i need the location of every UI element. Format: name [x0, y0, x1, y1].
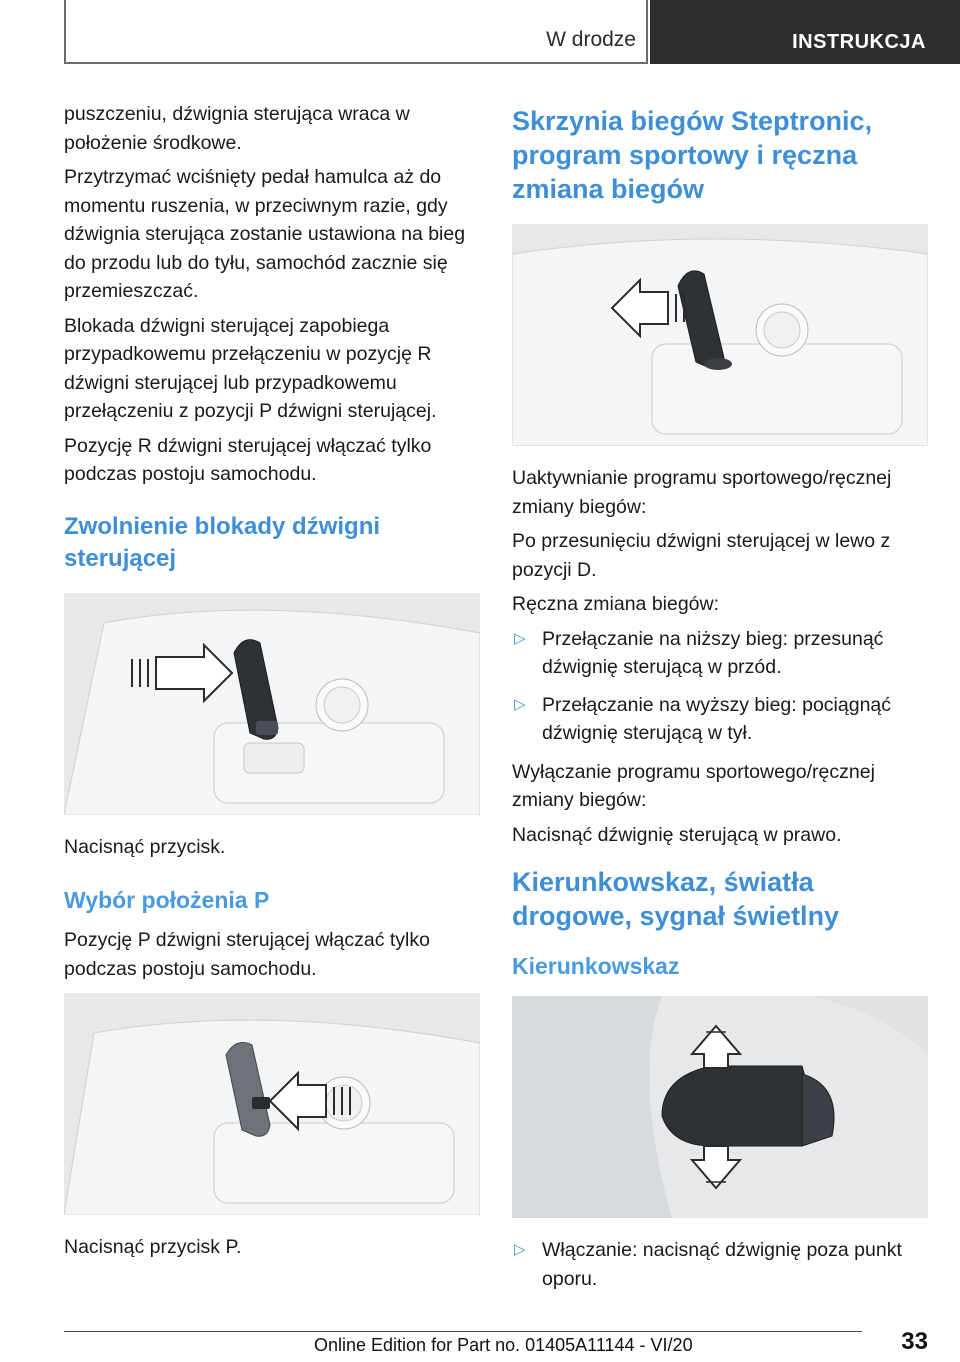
illustration-release-button — [64, 593, 480, 815]
header-frame — [64, 0, 648, 64]
chapter-tab-label: INSTRUKCJA — [792, 31, 926, 53]
figure-caption: Nacisnąć przycisk P. — [64, 1236, 242, 1258]
list-item — [512, 625, 928, 682]
page-number: 33 — [901, 1328, 928, 1355]
heading-indicator: Kierunkowskaz — [512, 953, 680, 979]
paragraph: Uaktywnianie programu sportowego/ręcznej zmiany biegów: — [512, 467, 892, 518]
paragraph: Przytrzymać wciśnięty pedał hamulca aż do momentu ruszenia, w przeciwnym razie, gdy dźwignia sterująca zostanie ustawiona na bieg do przodu lub do tyłu, samochód zacznie się przemieszczać. — [64, 166, 466, 302]
left-column — [64, 100, 480, 1268]
edition-footer: Online Edition for Part no. 01405A11144 - VI/20 — [314, 1335, 693, 1355]
list-item — [512, 1236, 928, 1293]
list-item — [512, 691, 928, 748]
triangle-bullet-icon: ▷ — [514, 1241, 526, 1258]
illustration-indicator-stalk — [512, 996, 928, 1218]
illustration-steptronic-lever — [512, 224, 928, 446]
manual-shift-list — [512, 625, 928, 748]
list-item-text: Przełączanie na wyższy bieg: pociągnąć dźwignię sterującą w tył. — [542, 693, 892, 744]
figure-caption: Nacisnąć przycisk. — [64, 835, 226, 858]
footer-divider — [64, 1331, 862, 1332]
list-item-text: Włączanie: nacisnąć dźwignię poza punkt oporu. — [542, 1239, 902, 1290]
list-item-text: Przełączanie na niższy bieg: przesunąć dźwignię sterującą w przód. — [542, 627, 884, 678]
triangle-bullet-icon: ▷ — [514, 695, 526, 713]
paragraph: Pozycję R dźwigni sterującej włączać tylko podczas postoju samochodu. — [64, 434, 432, 485]
indicator-list — [512, 1236, 928, 1293]
heading-release-lock: Zwolnienie blokady dźwigni sterującej — [64, 512, 381, 572]
paragraph: puszczeniu, dźwignia sterująca wraca w położenie środkowe. — [64, 103, 410, 154]
right-column — [512, 100, 928, 1303]
heading-select-p: Wybór położenia P — [64, 887, 270, 913]
paragraph: Po przesunięciu dźwigni sterującej w lewo z pozycji D. — [512, 530, 891, 581]
paragraph: Nacisnąć dźwignię sterującą w prawo. — [512, 823, 842, 846]
heading-signals: Kierunkowskaz, światła drogowe, sygnał świetlny — [512, 867, 840, 931]
paragraph: Ręczna zmiana biegów: — [512, 593, 720, 615]
paragraph: Wyłączanie programu sportowego/ręcznej zmiany biegów: — [512, 760, 875, 811]
illustration-p-button — [64, 993, 480, 1215]
section-title: W drodze — [546, 28, 636, 51]
paragraph: Blokada dźwigni sterującej zapobiega przypadkowemu przełączeniu w pozycję R dźwigni sterującej lub przypadkowemu przełączeniu z pozycji P dźwigni sterującej. — [64, 314, 437, 422]
paragraph: Pozycję P dźwigni sterującej włączać tylko podczas postoju samochodu. — [64, 929, 430, 980]
chapter-tab[interactable] — [650, 0, 960, 64]
heading-steptronic: Skrzynia biegów Steptronic, program sportowy i ręczna zmiana biegów — [512, 106, 873, 204]
triangle-bullet-icon: ▷ — [514, 629, 526, 647]
